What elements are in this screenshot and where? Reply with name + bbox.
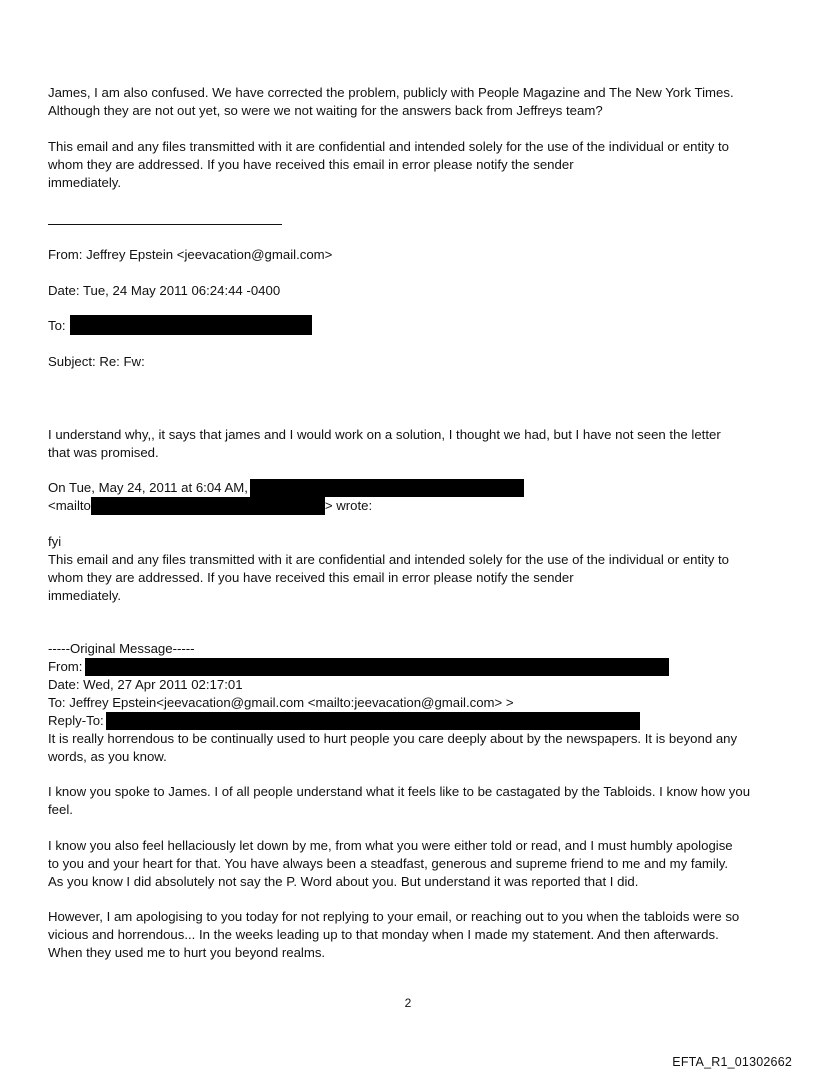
message-body (48, 426, 770, 462)
header-date (48, 282, 770, 300)
text-line: immediately. (48, 175, 122, 190)
text-line: I understand why,, it says that james and I would work on a solution, I thought we had, but I have not seen the letter (48, 427, 721, 442)
date-line: Date: Tue, 24 May 2011 06:24:44 -0400 (48, 283, 281, 298)
redaction-box (91, 497, 325, 515)
text-line: whom they are addressed. If you have received this email in error please notify the sender (48, 570, 574, 585)
original-reply-to-line (48, 712, 770, 730)
text-line: This email and any files transmitted with it are confidential and intended solely for the use of the individual or entity to (48, 552, 729, 567)
redaction-box (106, 712, 640, 730)
text-line: feel. (48, 802, 73, 817)
text-line: As you know I did absolutely not say the P. Word about you. But understand it was reported that I did. (48, 874, 639, 889)
from-label: From: (48, 659, 83, 674)
to-line (48, 317, 770, 335)
to-label: To: (48, 318, 66, 333)
original-date-line: Date: Wed, 27 Apr 2011 02:17:01 (48, 677, 243, 692)
text-line: It is really horrendous to be continually used to hurt people you care deeply about by the newspapers. It is beyond any (48, 731, 738, 746)
original-to-line: To: Jeffrey Epstein<jeevacation@gmail.com <mailto:jeevacation@gmail.com> > (48, 695, 514, 710)
redaction-box (70, 315, 312, 335)
reply-to-label: Reply-To: (48, 713, 104, 728)
subject-line: Subject: Re: Fw: (48, 354, 145, 369)
quote-intro: On Tue, May 24, 2011 at 6:04 AM, (48, 480, 248, 495)
text-line: words, as you know. (48, 749, 167, 764)
text-line: James, I am also confused. We have corrected the problem, publicly with People Magazine and The New York Times. (48, 85, 734, 100)
fyi-text: fyi (48, 534, 62, 549)
text-line: However, I am apologising to you today for not replying to your email, or reaching out to you when the tabloids were so (48, 909, 740, 924)
original-message-header (48, 640, 770, 766)
text-line: I know you also feel hellaciously let down by me, from what you were either told or read, and I must humbly apologise (48, 838, 733, 853)
original-marker: -----Original Message----- (48, 641, 195, 656)
text-line: I know you spoke to James. I of all people understand what it feels like to be castagated by the Tabloids. I know how you (48, 784, 751, 799)
redaction-box (85, 658, 669, 676)
text-line: vicious and horrendous... In the weeks leading up to that monday when I made my statement. And then afterwards. (48, 927, 719, 942)
wrote-text: > wrote: (324, 498, 373, 513)
original-paragraph (48, 783, 770, 819)
header-subject (48, 353, 770, 371)
reply-paragraph (48, 84, 770, 120)
mailto-line (48, 497, 770, 515)
original-from-line (48, 658, 770, 676)
document-id: EFTA_R1_01302662 (672, 1055, 792, 1069)
text-line: Although they are not out yet, so were we not waiting for the answers back from Jeffreys team? (48, 103, 603, 118)
text-line: immediately. (48, 588, 122, 603)
original-paragraph (48, 837, 770, 891)
page-number: 2 (404, 996, 412, 1010)
text-line: that was promised. (48, 445, 159, 460)
text-line: This email and any files transmitted with it are confidential and intended solely for the use of the individual or entity to (48, 139, 729, 154)
header-from (48, 246, 770, 264)
text-line: When they used me to hurt you beyond realms. (48, 945, 326, 960)
forwarded-message (48, 533, 770, 605)
original-paragraph (48, 908, 770, 962)
from-line: From: Jeffrey Epstein <jeevacation@gmail.com> (48, 247, 333, 262)
header-to (48, 317, 770, 335)
separator-line (48, 224, 282, 225)
mailto-prefix: <mailto (48, 498, 91, 513)
redaction-box (250, 479, 524, 497)
quote-attribution (48, 479, 770, 515)
text-line: whom they are addressed. If you have received this email in error please notify the sender (48, 157, 574, 172)
text-line: to you and your heart for that. You have always been a steadfast, generous and supreme friend to me and my family. (48, 856, 729, 871)
quote-intro-line (48, 479, 770, 497)
confidentiality-disclaimer (48, 138, 770, 192)
